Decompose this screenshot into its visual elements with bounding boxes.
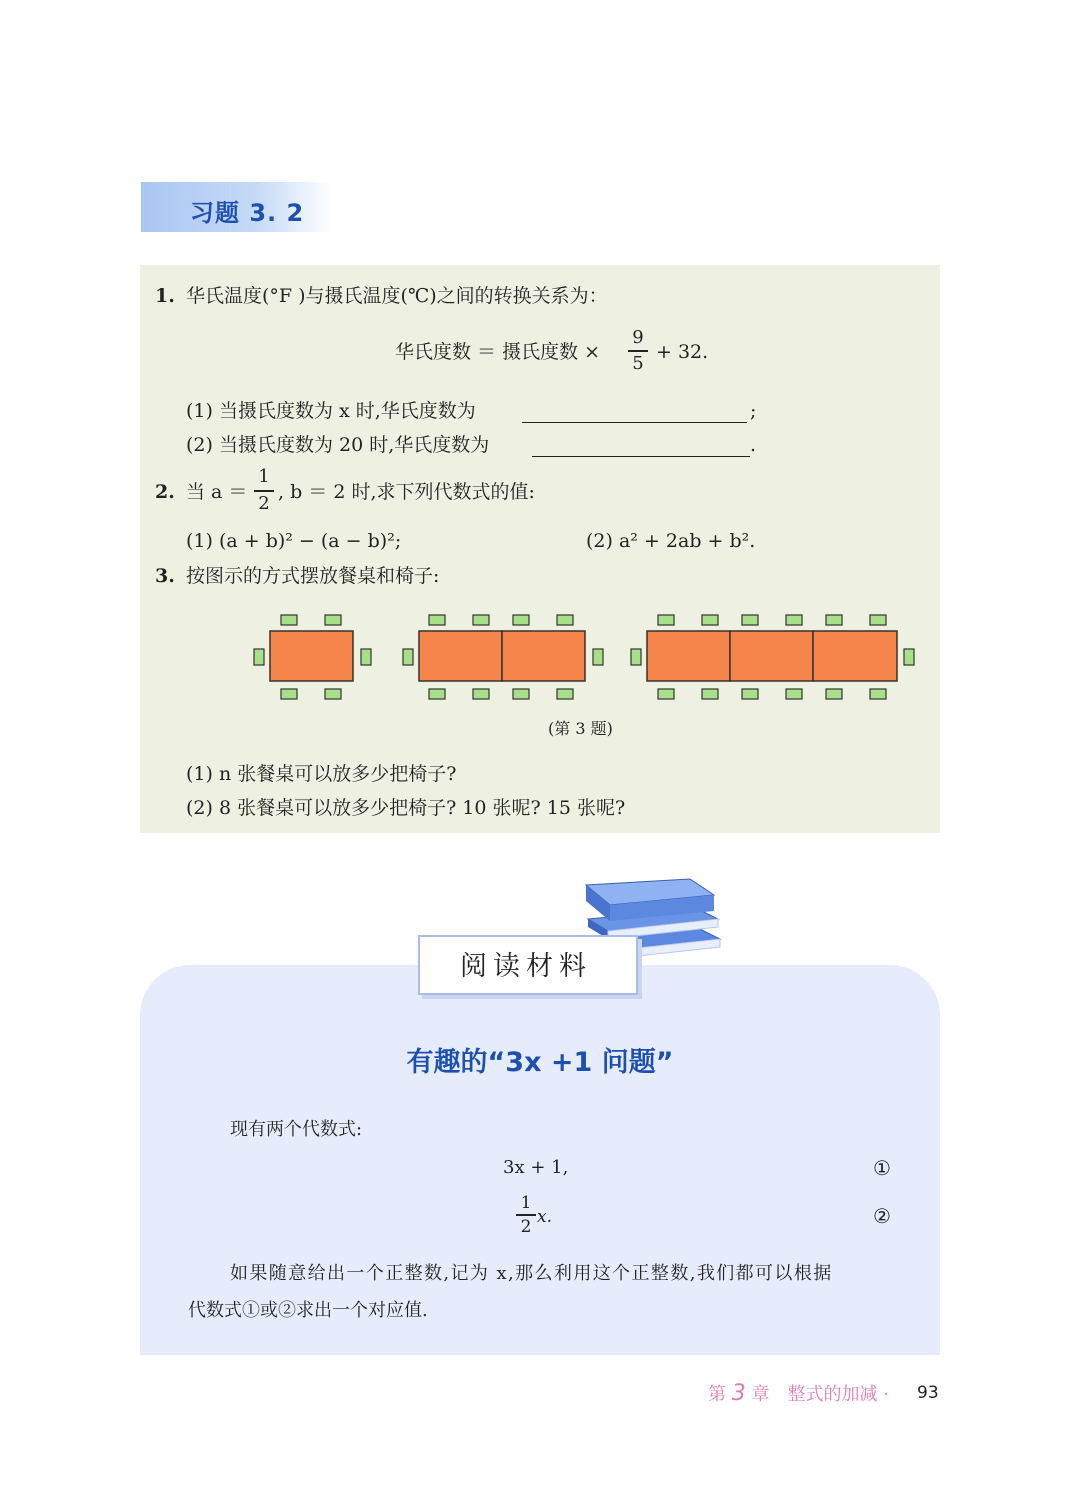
table-group-2 bbox=[403, 615, 603, 699]
table bbox=[813, 631, 897, 681]
footer-chapter-pre: 第 bbox=[708, 1384, 726, 1405]
q1-formula-fraction-bar bbox=[628, 350, 648, 352]
table-group-1 bbox=[254, 615, 371, 699]
q1-sub1-end: ; bbox=[750, 400, 757, 422]
q1-formula-left: 华氏度数 ＝ 摄氏度数 × bbox=[395, 341, 601, 363]
q3-text: 按图示的方式摆放餐桌和椅子: bbox=[186, 565, 440, 587]
q2-frac-denominator: 2 bbox=[258, 493, 270, 514]
q1-sub2-end: . bbox=[750, 434, 757, 456]
reading-title: 有趣的“3x +1 问题” bbox=[406, 1047, 674, 1078]
chair bbox=[904, 649, 914, 665]
q2-text-b: , b ＝ 2 时,求下列代数式的值: bbox=[278, 481, 535, 503]
footer-chapter-num: 3 bbox=[731, 1381, 746, 1406]
q1-formula-denominator: 5 bbox=[632, 353, 644, 374]
chair bbox=[281, 689, 297, 699]
reading-expr2-fraction-bar bbox=[516, 1214, 536, 1216]
table-chair-diagram bbox=[250, 610, 930, 706]
chair bbox=[658, 689, 674, 699]
chair bbox=[473, 689, 489, 699]
q1-sub2-blank bbox=[532, 436, 750, 457]
chapter-footer bbox=[708, 1380, 889, 1406]
q3-number: 3. bbox=[155, 565, 175, 587]
q2-number: 2. bbox=[155, 481, 175, 503]
table bbox=[270, 631, 353, 681]
reading-expr1-mark: ① bbox=[873, 1156, 891, 1180]
q1-text: 华氏温度(°F )与摄氏温度(℃)之间的转换关系为： bbox=[186, 285, 608, 307]
chair bbox=[281, 615, 297, 625]
chair bbox=[429, 689, 445, 699]
reading-expr1: 3x + 1, bbox=[503, 1157, 569, 1178]
chair bbox=[870, 689, 886, 699]
exercise-title: 习题 3. 2 bbox=[190, 199, 305, 227]
chair bbox=[742, 689, 758, 699]
chair bbox=[557, 615, 573, 625]
q2-frac-numerator: 1 bbox=[258, 466, 270, 487]
chair bbox=[786, 689, 802, 699]
chair bbox=[473, 615, 489, 625]
reading-para-line2: 代数式①或②求出一个对应值. bbox=[188, 1300, 428, 1321]
chair bbox=[702, 689, 718, 699]
q2-text-a: 当 a ＝ bbox=[186, 481, 248, 503]
q3-sub1: (1) n 张餐桌可以放多少把椅子? bbox=[186, 763, 457, 785]
chair bbox=[513, 615, 529, 625]
chair bbox=[742, 615, 758, 625]
table bbox=[419, 631, 502, 681]
q1-number: 1. bbox=[155, 285, 175, 307]
table bbox=[502, 631, 585, 681]
q1-formula-right: + 32. bbox=[656, 341, 709, 363]
chair bbox=[513, 689, 529, 699]
chair bbox=[826, 615, 842, 625]
q1-sub1: (1) 当摄氏度数为 x 时,华氏度数为 bbox=[186, 400, 476, 422]
reading-expr2-numerator: 1 bbox=[520, 1193, 532, 1213]
chair bbox=[631, 649, 641, 665]
table bbox=[647, 631, 730, 681]
chair bbox=[325, 689, 341, 699]
reading-expr2-var: x. bbox=[537, 1207, 552, 1227]
chair bbox=[786, 615, 802, 625]
footer-chapter-post: 章 整式的加减 · bbox=[751, 1384, 889, 1405]
page-number: 93 bbox=[917, 1383, 939, 1403]
reading-expr2-denominator: 2 bbox=[520, 1217, 532, 1237]
reading-expr2-mark: ② bbox=[873, 1204, 891, 1228]
reading-para-line1: 如果随意给出一个正整数,记为 x,那么利用这个正整数,我们都可以根据 bbox=[230, 1263, 833, 1284]
q3-caption: (第 3 题) bbox=[548, 719, 613, 738]
chair bbox=[658, 615, 674, 625]
reading-label: 阅读材料 bbox=[460, 951, 592, 982]
q3-sub2: (2) 8 张餐桌可以放多少把椅子? 10 张呢? 15 张呢? bbox=[186, 797, 626, 819]
chair bbox=[870, 615, 886, 625]
chair bbox=[254, 649, 264, 665]
table-group-3 bbox=[631, 615, 914, 699]
q1-formula-numerator: 9 bbox=[632, 327, 644, 348]
reading-intro: 现有两个代数式: bbox=[230, 1119, 363, 1140]
q1-sub1-blank bbox=[522, 402, 747, 423]
q2-sub1: (1) (a + b)² − (a − b)²; bbox=[186, 530, 402, 552]
chair bbox=[593, 649, 603, 665]
chair bbox=[702, 615, 718, 625]
q2-sub2: (2) a² + 2ab + b². bbox=[586, 530, 756, 552]
chair bbox=[429, 615, 445, 625]
chair bbox=[826, 689, 842, 699]
q2-fraction-bar bbox=[254, 490, 274, 492]
table bbox=[730, 631, 813, 681]
chair bbox=[557, 689, 573, 699]
chair bbox=[361, 649, 371, 665]
chair bbox=[403, 649, 413, 665]
chair bbox=[325, 615, 341, 625]
q1-sub2: (2) 当摄氏度数为 20 时,华氏度数为 bbox=[186, 434, 490, 456]
